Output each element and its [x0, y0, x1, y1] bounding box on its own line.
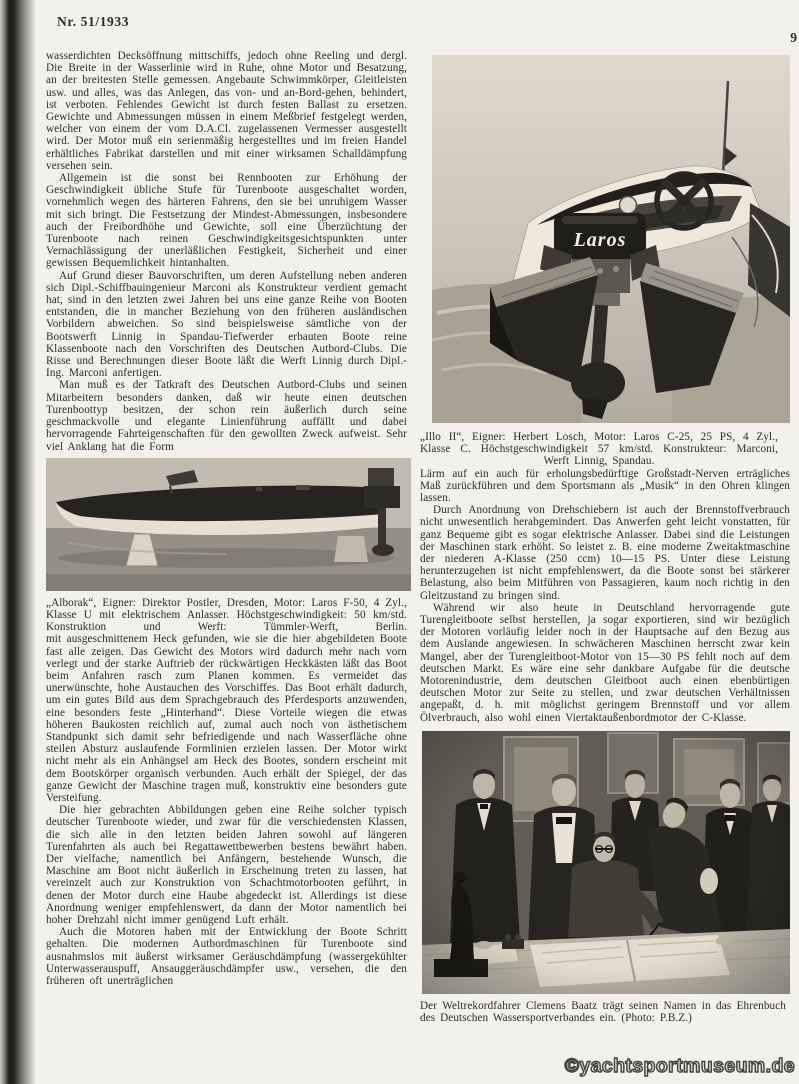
- page-number: 9: [790, 30, 797, 45]
- paragraph: Lärm auf ein auch für erholungsbedürftige Großstadt-Nerven erträgliches Maß zurückführen und dem Sportsmann als „Musik“ in den Ohren klingen lassen.: [420, 467, 790, 505]
- signing-photo-illustration: [422, 731, 790, 994]
- alborak-photo-illustration: [46, 458, 411, 591]
- paragraph: Durch Anordnung von Drehschiebern ist auch der Brennstoffverbrauch nicht unwesentlich herabgemindert. Das Anwerfen geht leicht vonstatten, für ganz Bequeme gibt es sogar elektrische Anlasser. Dabei sind die Leistungen der Maschinen stark erhöht. So leistet z. B. eine moderne Zweitaktmaschine der niederen A-Klasse (250 ccm) 10—15 PS. Unter diese Leistung herunterzugehen ist nicht empfehlenswert, da die Boote sonst bei stärkerer Belastung, also beim Mitführen von Passagieren, kaum noch richtig in den Gleitzustand zu bringen sind.: [420, 504, 790, 602]
- binding-shadow: [0, 0, 36, 1084]
- paragraph: Man muß es der Tatkraft des Deutschen Autbord-Clubs und seinen Mitarbeitern besonders danken, daß wir heute einen deutschen Turenboottyp besitzen, der schon rein äußerlich durch seine geschmackvolle und elegante Linienführung auffällt und dabei hervorragende Fahrteigenschaften für den gewollten Zweck aufweist. Sehr viel Anklang hat die Form: [46, 379, 407, 453]
- alborak-caption: „Alborak“, Eigner: Direktor Postler, Dresden, Motor: Laros F-50, 4 Zyl., Klasse U mit elektrischem Anlasser. Höchstgeschwindigkeit: 50 km/std. Konstruktion und Werft: Tümmler-Werft, Berlin.: [46, 596, 407, 634]
- watermark: ©yachtsportmuseum.de: [564, 1055, 795, 1077]
- right-column: [420, 50, 790, 1024]
- paragraph: wasserdichten Decksöffnung mittschiffs, jedoch ohne Reeling und dergl. Die Breite in der Wasserlinie wird in Ruhe, ohne Motor und Besatzung, an der breitesten Stelle gemessen. Angebaute Schwimmkörper, Gleitleisten usw. und alles, was das Anlegen, das von- und an-Bord-gehen, behindert, ist verboten. Fehlendes Gewicht ist durch festen Ballast zu ersetzen. Gewichte und Abmessungen müssen in einem Meßbrief festgelegt werden, welcher von einem der vom D.A.Cl. zugelassenen Vermesser ausgestellt wird. Der Motor muß ein serienmäßig hergestelltes und im freien Handel erhältliches Fabrikat darstellen und mit einer wirksamen Schalldämpfung versehen sein.: [46, 50, 407, 172]
- paragraph: Auf Grund dieser Bauvorschriften, um deren Aufstellung neben anderen sich Dipl.-Schiffbauingenieur Marconi als Konstrukteur verdient gemacht hat, sind in den letzten zwei Jahren bei uns eine ganze Reihe von Booten entstanden, die in mancher Beziehung von den früheren ausländischen Vorbildern abweichen. So sind beispielsweise sämtliche von der Bootswerft Linnig in Spandau-Tiefwerder erbauten Boote reine Klassenboote nach den Vorschriften des Deutschen Autbord-Clubs. Die Risse und Berechnungen dieser Boote läßt die Werft Linnig durch Dipl.-Ing. Marconi anfertigen.: [46, 269, 407, 380]
- motor-brand-label: Laros: [573, 229, 627, 251]
- illo-photo-illustration: [432, 55, 790, 423]
- alborak-boat-photo: [46, 458, 407, 591]
- signing-ceremony-photo: [422, 731, 790, 994]
- left-column: [46, 50, 407, 987]
- paragraph: Während wir also heute in Deutschland hervorragende gute Turengleitboote selbst herstellen, ja sogar exportieren, sind wir bezüglich der Motoren vorläufig leider noch in der Hauptsache auf den Bezug aus dem Auslande angewiesen. In schwächeren Maschinen herrscht zwar kein Mangel, aber der Turengleitboot-Motor von 15—30 PS fehlt noch auf dem deutschen Markt. Es wäre eine sehr dankbare Aufgabe für die deutsche Motorenindustrie, dem deutschen Gleitboot auch einen ebenbürtigen deutschen Motor zur Seite zu stellen, und zwar deutschen Verhältnissen angepaßt, d. h. mit möglichst geringem Brennstoff und vor allem Ölverbrauch, also wohl einen Viertaktaußenbordmotor der C-Klasse.: [420, 601, 790, 724]
- paragraph: Auch die Motoren haben mit der Entwicklung der Boote Schritt gehalten. Die modernen Autbordmaschinen für Turenboote sind ausnahmslos mit äußerst wirksamer Geräuschdämpfung (wassergekühlter Unterwasserauspuff, Ansauggeräuschdämpfer usw., versehen, die den früheren oft unerträglichen: [46, 926, 407, 987]
- paragraph: Die hier gebrachten Abbildungen geben eine Reihe solcher typisch deutscher Turenboote wieder, und zwar für die verschiedensten Klassen, die sich alle in den letzten beiden Jahren sowohl auf längeren Turenfahrten als auch bei Regattawettbewerben bestens bewährt haben. Der vielfache, namentlich bei Anfängern, bestehende Wunsch, die Maschine am Boot nicht äußerlich in Erscheinung treten zu lassen, hat vereinzelt auch zur Konstruktion von Schachtmotorbooten geführt, in denen der Motor durch eine Haube abgedeckt ist. Allerdings ist diese Anordnung weniger empfehlenswert, da dann der Motor namentlich bei hoher Drehzahl nicht immer genügend Luft erhält.: [46, 804, 407, 926]
- illo-boat-photo: [432, 55, 790, 423]
- paragraph: Allgemein ist die sonst bei Rennbooten zur Erhöhung der Geschwindigkeit übliche Stufe für Turenboote ausgeschaltet worden, vornehmlich wegen des härteren Fahrens, den sie bei unruhigem Wasser mit sich bringt. Die Festsetzung der Mindest-Abmessungen, insbesondere auch der Freibordhöhe und Gewichte, soll eine Überzüchtung der Turenboote nach reinen Geschwindigkeitsgesichtspunkten unter Vernachlässigung der unerläßlichen Festigkeit, Sicherheit und einer gewissen Bequemlichkeit hintanhalten.: [46, 172, 407, 270]
- baatz-caption: Der Weltrekordfahrer Clemens Baatz trägt seinen Namen in das Ehrenbuch des Deutschen Wassersportverbandes ein. (Photo: P.B.Z.): [420, 999, 786, 1025]
- paragraph: mit ausgeschnittenem Heck gefunden, wie sie die hier abgebildeten Boote fast alle zeigen. Das Gewicht des Motors wird dadurch mehr nach vorn verlegt und der starke Auftrieb der rückwärtigen Heckkästen läßt das Boot beim Anfahren rasch zum Planen kommen. Es vermeidet das unerwünschte, hohe Austauchen des Vorschiffes. Das Boot erhält dadurch, um ein gutes Bild aus dem Sprachgebrauch des Pferdesports anzuwenden, eine besonders feste „Hinterhand“. Diese Vorteile wiegen die etwas höheren Baukosten reichlich auf, zumal auch noch von ästhetischem Standpunkt sich damit sehr befriedigende und nach Wasserfläche ohne steilen Absturz auslaufende Formlinien erzielen lassen. Der Motor wirkt nicht mehr als ein Anhängsel am Heck des Bootes, sondern erscheint mit dem Bootskörper organisch verbunden. Auch erhält der Spiegel, der das ganze Gewicht der Maschine tragen muß, konstruktiv eine besonders gute Versteifung.: [46, 633, 407, 804]
- issue-number: Nr. 51/1933: [57, 14, 130, 29]
- illo-caption: „Illo II“, Eigner: Herbert Losch, Motor: Laros C-25, 25 PS, 4 Zyl., Klasse C. Höchstgeschwindigkeit 57 km/std. Konstrukteur: Marconi, Werft Linnig, Spandau.: [420, 431, 778, 468]
